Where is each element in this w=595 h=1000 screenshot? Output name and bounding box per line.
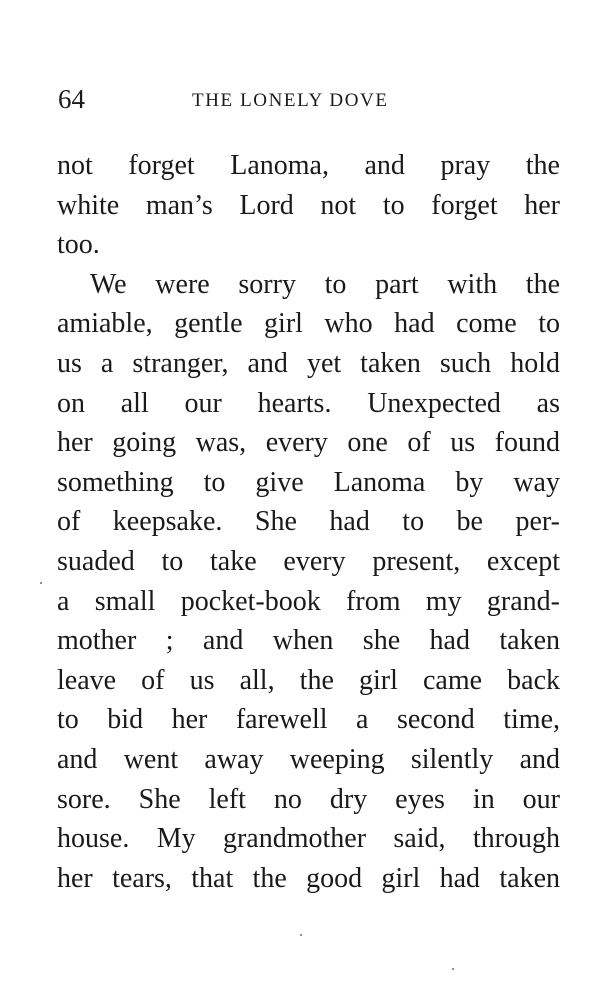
text-line: to bid her farewell a second time, [57, 704, 560, 736]
running-title: THE LONELY DOVE [192, 90, 389, 111]
text-line: a small pocket-book from my grand- [57, 585, 560, 617]
text-line: of keepsake. She had to be per- [57, 506, 560, 538]
text-line: us a stranger, and yet taken such hold [57, 347, 560, 379]
text-line: on all our hearts. Unexpected as [57, 387, 560, 419]
paper-speck [40, 582, 42, 584]
text-line: her tears, that the good girl had taken [57, 862, 560, 894]
page-number: 64 [58, 84, 85, 114]
text-line: and went away weeping silently and [57, 743, 560, 775]
paragraph-first-line: We were sorry to part with the [90, 268, 560, 300]
text-line: house. My grandmother said, through [57, 823, 560, 855]
paper-speck [452, 968, 454, 970]
text-line: sore. She left no dry eyes in our [57, 783, 560, 815]
text-line: mother ; and when she had taken [57, 625, 560, 657]
running-head [58, 84, 558, 114]
text-line: amiable, gentle girl who had come to [57, 308, 560, 340]
text-line: her going was, every one of us found [57, 427, 560, 459]
text-line: leave of us all, the girl came back [57, 664, 560, 696]
paper-speck [300, 934, 302, 936]
text-line: too. [57, 229, 100, 261]
text-line: something to give Lanoma by way [57, 466, 560, 498]
body-text [57, 146, 560, 898]
text-line: white man’s Lord not to forget her [57, 189, 560, 221]
text-line: suaded to take every present, except [57, 545, 560, 577]
text-line: not forget Lanoma, and pray the [57, 150, 560, 181]
